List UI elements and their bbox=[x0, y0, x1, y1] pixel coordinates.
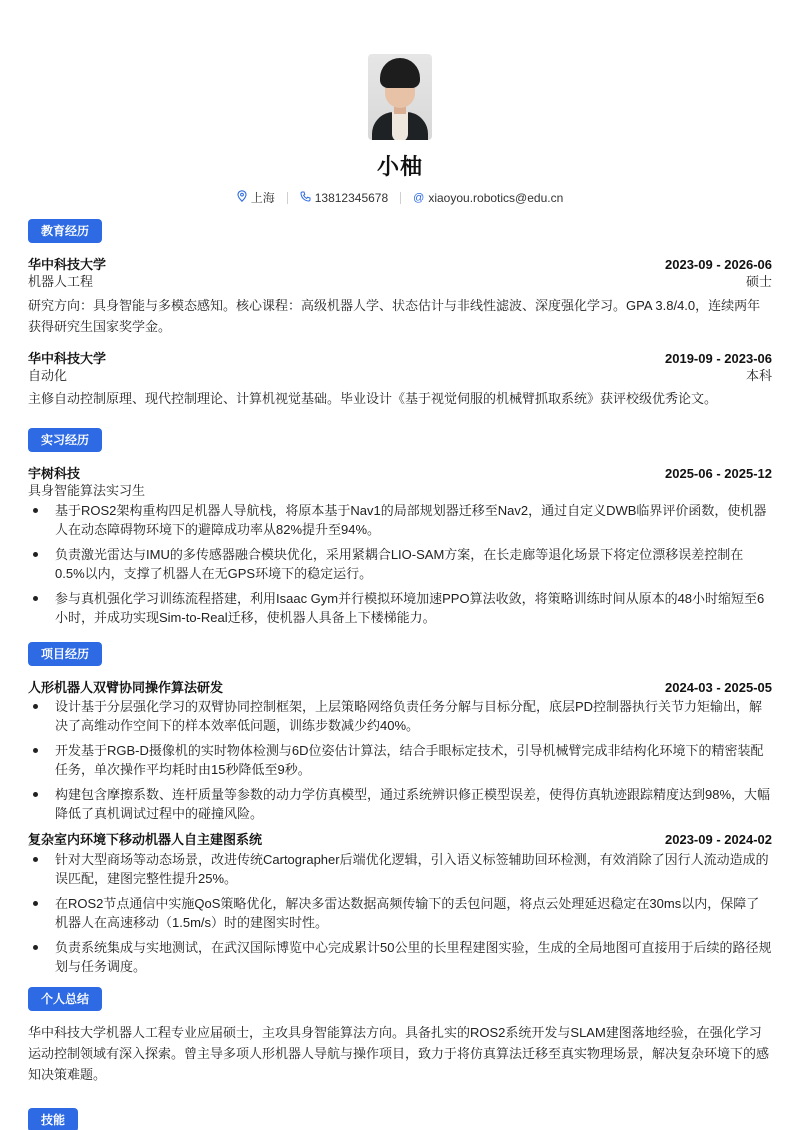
major-name: 机器人工程 bbox=[28, 274, 94, 289]
candidate-name: 小柚 bbox=[376, 154, 423, 179]
project-title: 复杂室内环境下移动机器人自主建图系统 bbox=[28, 832, 263, 847]
education-period: 2023-09 - 2026-06 bbox=[665, 257, 772, 272]
section-tag-projects: 项目经历 bbox=[28, 642, 102, 666]
avatar bbox=[368, 54, 432, 140]
contact-phone bbox=[300, 191, 388, 205]
list-item: 负责激光雷达与IMU的多传感器融合模块优化，采用紧耦合LIO-SAM方案，在长走廊等退化场景下将定位漂移误差控制在0.5%以内，支撑了机器人在无GPS环境下的稳定运行。 bbox=[28, 545, 772, 583]
contact-email bbox=[413, 191, 563, 205]
section-tag-skills: 技能 bbox=[28, 1108, 78, 1130]
project-title: 人形机器人双臂协同操作算法研发 bbox=[28, 680, 224, 695]
summary-text: 华中科技大学机器人工程专业应届硕士，主攻具身智能算法方向。具备扎实的ROS2系统开发与SLAM建图落地经验，在强化学习运动控制领域有深入探索。曾主导多项人形机器人导航与操作项目，致力于将仿真算法迁移至真实物理场景，解决复杂环境下的感知决策难题。 bbox=[28, 1025, 770, 1082]
list-item: 开发基于RGB-D摄像机的实时物体检测与6D位姿估计算法，结合手眼标定技术，引导机械臂完成非结构化环境下的精密装配任务，单次操作平均耗时由15秒降低至9秒。 bbox=[28, 741, 772, 779]
school-name: 华中科技大学 bbox=[28, 257, 107, 272]
major-name: 自动化 bbox=[28, 368, 68, 383]
list-item: 针对大型商场等动态场景，改进传统Cartographer后端优化逻辑，引入语义标签辅助回环检测，有效消除了因行人流动造成的误匹配，建图完整性提升25%。 bbox=[28, 850, 772, 888]
internship-period: 2025-06 - 2025-12 bbox=[665, 466, 772, 481]
project-period: 2023-09 - 2024-02 bbox=[665, 832, 772, 847]
section-tag-education: 教育经历 bbox=[28, 219, 102, 243]
list-item: 负责系统集成与实地测试，在武汉国际博览中心完成累计50公里的长里程建图实验，生成的全局地图可直接用于后续的路径规划与任务调度。 bbox=[28, 938, 772, 976]
project-period: 2024-03 - 2025-05 bbox=[665, 680, 772, 695]
internship-sub bbox=[28, 480, 772, 499]
phone-text[interactable]: 13812345678 bbox=[314, 190, 389, 205]
degree-name: 硕士 bbox=[745, 274, 772, 289]
project-2-header bbox=[28, 829, 772, 848]
education-entry-1-desc: 研究方向：具身智能与多模态感知。核心课程：高级机器人学、状态估计与非线性滤波、深度强化学习。GPA 3.8/4.0，连续两年获得研究生国家奖学金。 bbox=[28, 298, 761, 334]
education-entry-2-sub bbox=[28, 365, 772, 384]
degree-name: 本科 bbox=[745, 368, 772, 383]
email-text[interactable]: xiaoyou.robotics@edu.cn bbox=[428, 190, 564, 205]
company-name: 宇树科技 bbox=[28, 466, 81, 481]
project-1-header bbox=[28, 677, 772, 696]
school-name: 华中科技大学 bbox=[28, 351, 107, 366]
section-tag-summary: 个人总结 bbox=[28, 987, 102, 1011]
divider bbox=[287, 192, 288, 204]
map-pin-icon bbox=[237, 190, 247, 205]
list-item: 构建包含摩擦系数、连杆质量等参数的动力学仿真模型，通过系统辨识修正模型误差，使得仿真轨迹跟踪精度达到98%，大幅降低了真机调试过程中的碰撞风险。 bbox=[28, 785, 772, 823]
list-item: 设计基于分层强化学习的双臂协同控制框架，上层策略网络负责任务分解与目标分配，底层PD控制器执行关节力矩输出，解决了高维动作空间下的样本效率低问题，训练步数减少约40%。 bbox=[28, 697, 772, 735]
education-entry-1-sub bbox=[28, 271, 772, 290]
project-1-bullets bbox=[28, 697, 772, 829]
location-text: 上海 bbox=[250, 191, 275, 205]
education-period: 2019-09 - 2023-06 bbox=[665, 351, 772, 366]
contact-bar bbox=[0, 189, 800, 206]
contact-location bbox=[237, 189, 275, 206]
section-tag-internship: 实习经历 bbox=[28, 428, 102, 452]
at-icon: @ bbox=[413, 191, 425, 204]
list-item: 在ROS2节点通信中实施QoS策略优化，解决多雷达数据高频传输下的丢包问题，将点云处理延迟稳定在30ms以内，保障了机器人在高速移动（1.5m/s）时的建图实时性。 bbox=[28, 894, 772, 932]
resume-header bbox=[0, 54, 800, 206]
divider bbox=[400, 192, 401, 204]
education-entry-2-desc: 主修自动控制原理、现代控制理论、计算机视觉基础。毕业设计《基于视觉伺服的机械臂抓取系统》获评校级优秀论文。 bbox=[28, 391, 718, 406]
phone-icon bbox=[300, 191, 311, 205]
list-item: 基于ROS2架构重构四足机器人导航栈，将原本基于Nav1的局部规划器迁移至Nav2，通过自定义DWB临界评价函数，使机器人在动态障碍物环境下的避障成功率从82%提升至94%。 bbox=[28, 501, 772, 539]
internship-bullets bbox=[28, 501, 772, 633]
project-2-bullets bbox=[28, 850, 772, 982]
list-item: 参与真机强化学习训练流程搭建，利用Isaac Gym并行模拟环境加速PPO算法收敛，将策略训练时间从原本的48小时缩短至6小时，并成功实现Sim-to-Real迁移，使机器人具备上下楼梯能力。 bbox=[28, 589, 772, 627]
internship-role: 具身智能算法实习生 bbox=[28, 483, 146, 498]
